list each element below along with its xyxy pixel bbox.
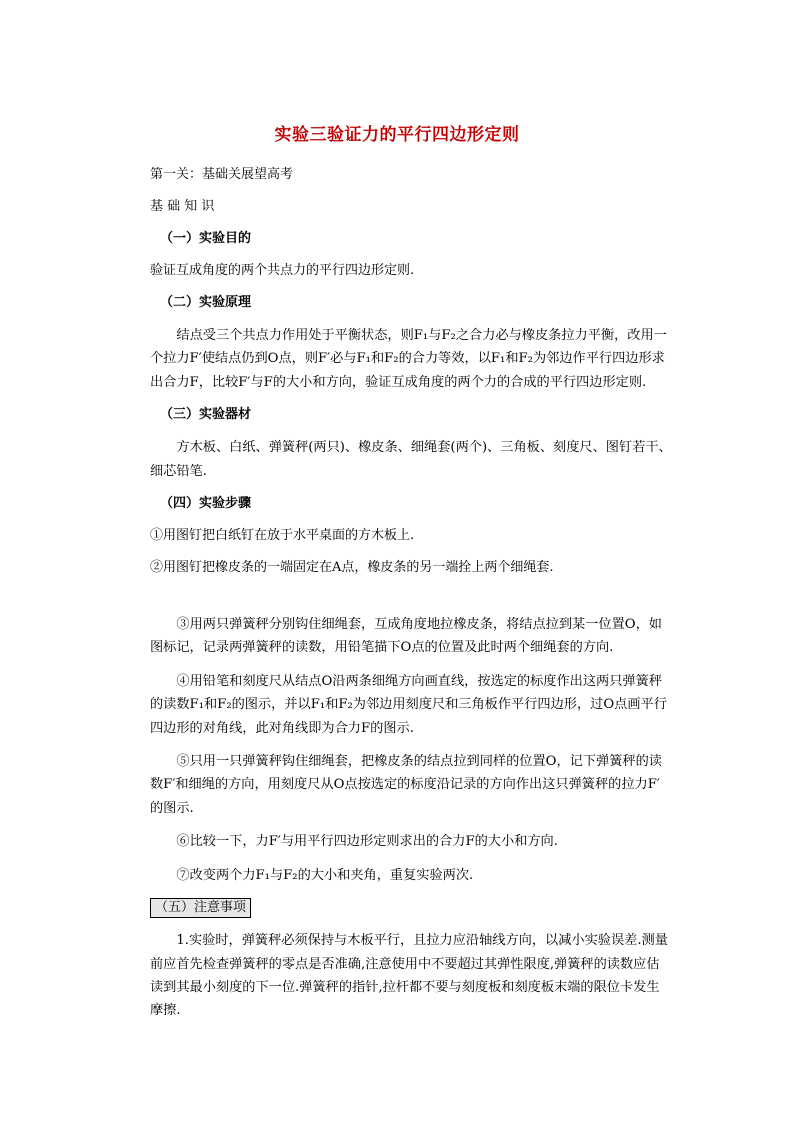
step-6: ⑥比较一下，力F′与用平行四边形定则求出的合力F的大小和方向.	[176, 834, 558, 850]
paragraph-principle: 结点受三个共点力作用处于平衡状态，则F₁与F₂之合力必与橡皮条拉力平衡，改用一个拉力F′使结点仍到O点，则F′必与F₁和F₂的合力等效，以F₁和F₂为邻边作平行四边形求出合力F，比较F′与F的大小和方向，验证互成角度的两个力的合成的平行四边形定则.	[150, 328, 667, 390]
heading-notes: （五）注意事项	[150, 898, 251, 918]
step-7: ⑦改变两个力F₁与F₂的大小和夹角，重复实验两次.	[176, 867, 474, 883]
step-4: ④用铅笔和刻度尺从结点O沿两条细绳方向画直线，按选定的标度作出这两只弹簧秤的读数F₁和F₂的图示，并以F₁和F₂为邻边用刻度尺和三角板作平行四边形，过O点画平行四边形的对角线，此对角线即为合力F的图示.	[150, 673, 667, 736]
document-body	[150, 164, 672, 1023]
heading-equipment: （三）实验器材	[160, 407, 252, 423]
heading-steps: （四）实验步骤	[160, 496, 252, 512]
step-5: ⑤只用一只弹簧秤钩住细绳套，把橡皮条的结点拉到同样的位置O，记下弹簧秤的读数F′和细绳的方向，用刻度尺从O点按选定的标度沿记录的方向作出这只弹簧秤的拉力F′的图示.	[150, 754, 662, 816]
paragraph-equipment: 方木板、白纸、弹簧秤(两只)、橡皮条、细绳套(两个)、三角板、刻度尺、图钉若干、细芯铅笔.	[150, 440, 672, 479]
note-1: 1.实验时，弹簧秤必须保持与木板平行，且拉力应沿轴线方向，以减小实验误差.测量前应首先检查弹簧秤的零点是否准确,注意使用中不要超过其弹性限度,弹簧秤的读数应估读到其最小刻度的下一位.弹簧秤的指针,拉杆都不要与刻度板和刻度板末端的限位卡发生摩擦.	[150, 933, 668, 1019]
step-3: ③用两只弹簧秤分别钩住细绳套，互成角度地拉橡皮条，将结点拉到某一位置O，如图标记，记录两弹簧秤的读数，用铅笔描下O点的位置及此时两个细绳套的方向.	[150, 617, 662, 656]
step-2: ②用图钉把橡皮条的一端固定在A点，橡皮条的另一端拴上两个细绳套.	[150, 560, 554, 576]
page-title: 实验三验证力的平行四边形定则	[274, 125, 520, 145]
section-basic-heading: 基 础 知 识	[150, 199, 215, 214]
step-1: ①用图钉把白纸钉在放于水平桌面的方木板上.	[150, 528, 415, 544]
heading-principle: （二）实验原理	[160, 295, 252, 310]
heading-purpose: （一）实验目的	[160, 231, 252, 246]
section-pass-heading: 第一关：基础关展望高考	[150, 167, 294, 182]
paragraph-purpose: 验证互成角度的两个共点力的平行四边形定则.	[150, 263, 415, 278]
